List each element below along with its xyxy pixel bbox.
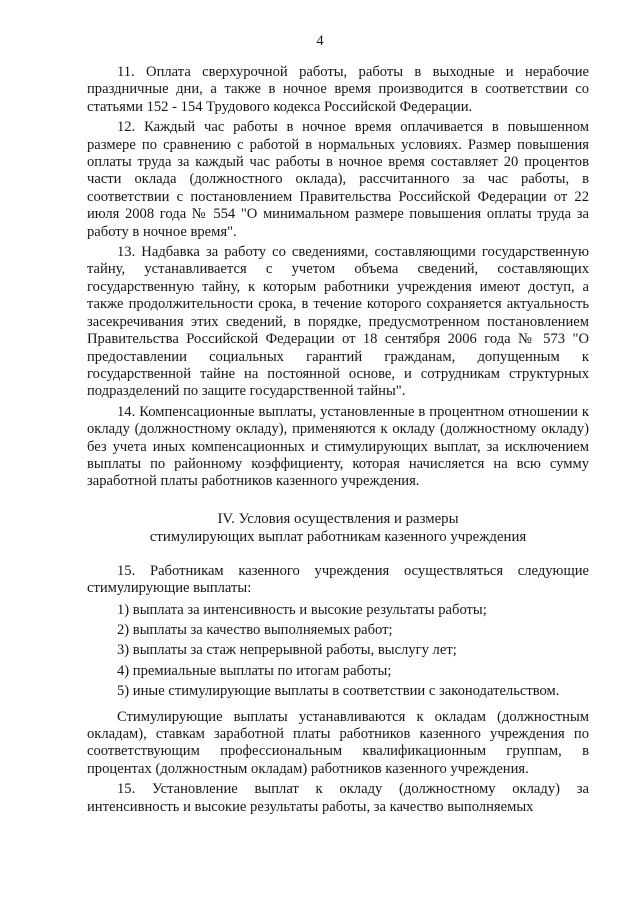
- section-heading-line-1: IV. Условия осуществления и размеры: [217, 510, 459, 527]
- section-heading-line-2: стимулирующих выплат работникам казенного учреждения: [149, 529, 527, 546]
- list-item: 4) премиальные выплаты по итогам работы;: [117, 662, 392, 679]
- list-item: 1) выплата за интенсивность и высокие результаты работы;: [117, 601, 487, 618]
- paragraph-11: 11. Оплата сверхурочной работы, работы в выходные и нерабочие праздничные дни, а также в ночное время производится в соответствии со статьями 152 - 154 Трудового кодекса Российской Федерации.: [87, 64, 589, 115]
- document-body: [87, 64, 589, 816]
- paragraph-12: 12. Каждый час работы в ночное время оплачивается в повышенном размере по сравнению с работой в нормальных условиях. Размер повышения оплаты труда за каждый час работы в ночное время составляет 20 процентов части оклада (должностного оклада), рассчитанного за час работы, в соответствии с постановлением Правительства Российской Федерации от 22 июля 2008 года № 554 "О минимальном размере повышения оплаты труда за работу в ночное время".: [87, 119, 589, 240]
- list-item: 2) выплаты за качество выполняемых работ;: [117, 621, 393, 638]
- paragraph-after-list: Стимулирующие выплаты устанавливаются к окладам (должностным окладам), ставкам заработной платы работников казенного учреждения по соответствующим профессиональным квалификационным группам, в процентах (должностным окладам) работников казенного учреждения.: [87, 708, 589, 777]
- list-item: 5) иные стимулирующие выплаты в соответствии с законодательством.: [117, 683, 560, 700]
- stimulating-payments-list: [87, 600, 589, 702]
- paragraph-15-second: 15. Установление выплат к окладу (должностному окладу) за интенсивность и высокие результаты работы, за качество выполняемых: [87, 781, 589, 815]
- paragraph-13: 13. Надбавка за работу со сведениями, составляющими государственную тайну, устанавливается с учетом объема сведений, составляющих государственную тайну, к которым работники учреждения имеют доступ, а также продолжительности срока, в течение которого сохраняется актуальность засекречивания этих сведений, в порядке, предусмотренном постановлением Правительства Российской Федерации от 18 сентября 2006 года № 573 "О предоставлении социальных гарантий гражданам, допущенным к государственной тайне на постоянной основе, и сотрудникам структурных подразделений по защите государственной тайны".: [87, 244, 589, 400]
- paragraph-15-intro: 15. Работникам казенного учреждения осуществляться следующие стимулирующие выплаты:: [87, 562, 589, 597]
- page-number: 4: [316, 33, 324, 49]
- section-heading: [87, 510, 589, 547]
- paragraph-14: 14. Компенсационные выплаты, установленные в процентном отношении к окладу (должностному окладу), применяются к окладу (должностному окладу) без учета иных компенсационных и стимулирующих выплат, за исключением выплаты по районному коэффициенту, которая начисляется на всю сумму заработной платы работников казенного учреждения.: [87, 403, 589, 490]
- list-item: 3) выплаты за стаж непрерывной работы, выслугу лет;: [117, 642, 457, 659]
